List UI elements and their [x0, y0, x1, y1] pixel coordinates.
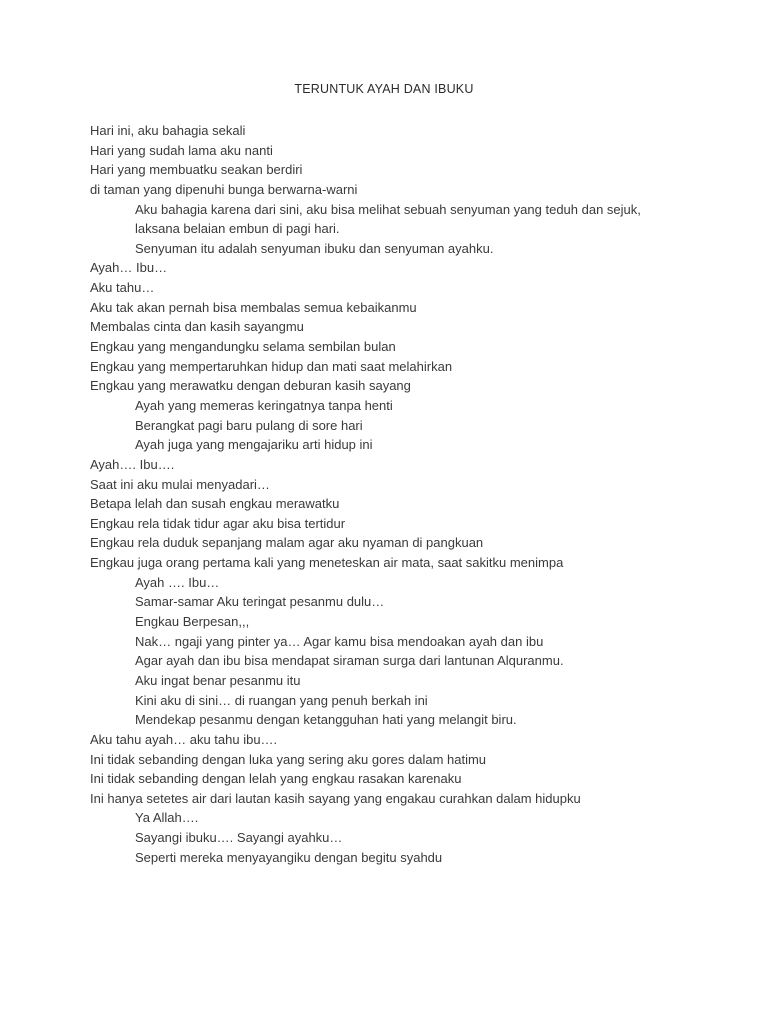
poem-line: Ya Allah…. [135, 810, 199, 826]
poem-line: Aku bahagia karena dari sini, aku bisa melihat sebuah senyuman yang teduh dan sejuk, [135, 201, 641, 217]
poem-line: Sayangi ibuku…. Sayangi ayahku… [135, 830, 343, 846]
poem-line: Ini tidak sebanding dengan luka yang sering aku gores dalam hatimu [90, 751, 487, 767]
poem-line: Aku tahu ayah… aku tahu ibu…. [90, 731, 278, 747]
poem-line: Nak… ngaji yang pinter ya… Agar kamu bisa mendoakan ayah dan ibu [135, 633, 544, 649]
poem-line: Samar-samar Aku teringat pesanmu dulu… [135, 594, 385, 610]
poem-body [90, 121, 730, 867]
poem-line: Ayah …. Ibu… [135, 574, 220, 590]
poem-line: Mendekap pesanmu dengan ketangguhan hati yang melangit biru. [135, 712, 517, 728]
poem-line: Hari yang membuatku seakan berdiri [90, 162, 303, 178]
poem-line: Aku ingat benar pesanmu itu [135, 672, 301, 688]
poem-line: Ayah… Ibu… [90, 260, 168, 276]
poem-line: Berangkat pagi baru pulang di sore hari [135, 417, 363, 433]
poem-line: Engkau yang mengandungku selama sembilan bulan [90, 339, 396, 355]
poem-line: Kini aku di sini… di ruangan yang penuh berkah ini [135, 692, 428, 708]
poem-line: Ini tidak sebanding dengan lelah yang engkau rasakan karenaku [90, 771, 462, 787]
poem-line: Ini hanya setetes air dari lautan kasih sayang yang engakau curahkan dalam hidupku [90, 790, 581, 806]
poem-line: Senyuman itu adalah senyuman ibuku dan senyuman ayahku. [135, 240, 494, 256]
poem-line: Agar ayah dan ibu bisa mendapat siraman surga dari lantunan Alquranmu. [135, 653, 564, 669]
poem-line: Engkau rela tidak tidur agar aku bisa tertidur [90, 515, 346, 531]
poem-line: Betapa lelah dan susah engkau merawatku [90, 496, 340, 512]
poem-line: Ayah…. Ibu…. [90, 456, 175, 472]
poem-line: Aku tak akan pernah bisa membalas semua kebaikanmu [90, 299, 417, 315]
poem-line: Engkau Berpesan,,, [135, 614, 250, 630]
poem-line: Engkau rela duduk sepanjang malam agar aku nyaman di pangkuan [90, 535, 484, 551]
poem-title: TERUNTUK AYAH DAN IBUKU [294, 82, 474, 96]
poem-line: Ayah juga yang mengajariku arti hidup ini [135, 437, 373, 453]
poem-line: Engkau yang mempertaruhkan hidup dan mati saat melahirkan [90, 358, 453, 374]
poem-line: laksana belaian embun di pagi hari. [135, 221, 340, 237]
poem-line: Seperti mereka menyayangiku dengan begitu syahdu [135, 849, 443, 865]
poem-line: Hari ini, aku bahagia sekali [90, 123, 246, 138]
poem-line: Ayah yang memeras keringatnya tanpa henti [135, 397, 393, 413]
poem-line: Saat ini aku mulai menyadari… [90, 476, 270, 492]
poem-line: Hari yang sudah lama aku nanti [90, 142, 273, 158]
poem-line: Engkau juga orang pertama kali yang meneteskan air mata, saat sakitku menimpa [90, 555, 564, 571]
poem-line: di taman yang dipenuhi bunga berwarna-warni [90, 181, 358, 197]
poem-line: Membalas cinta dan kasih sayangmu [90, 319, 304, 335]
poem-line: Engkau yang merawatku dengan deburan kasih sayang [90, 378, 411, 394]
poem-line: Aku tahu… [90, 280, 155, 296]
